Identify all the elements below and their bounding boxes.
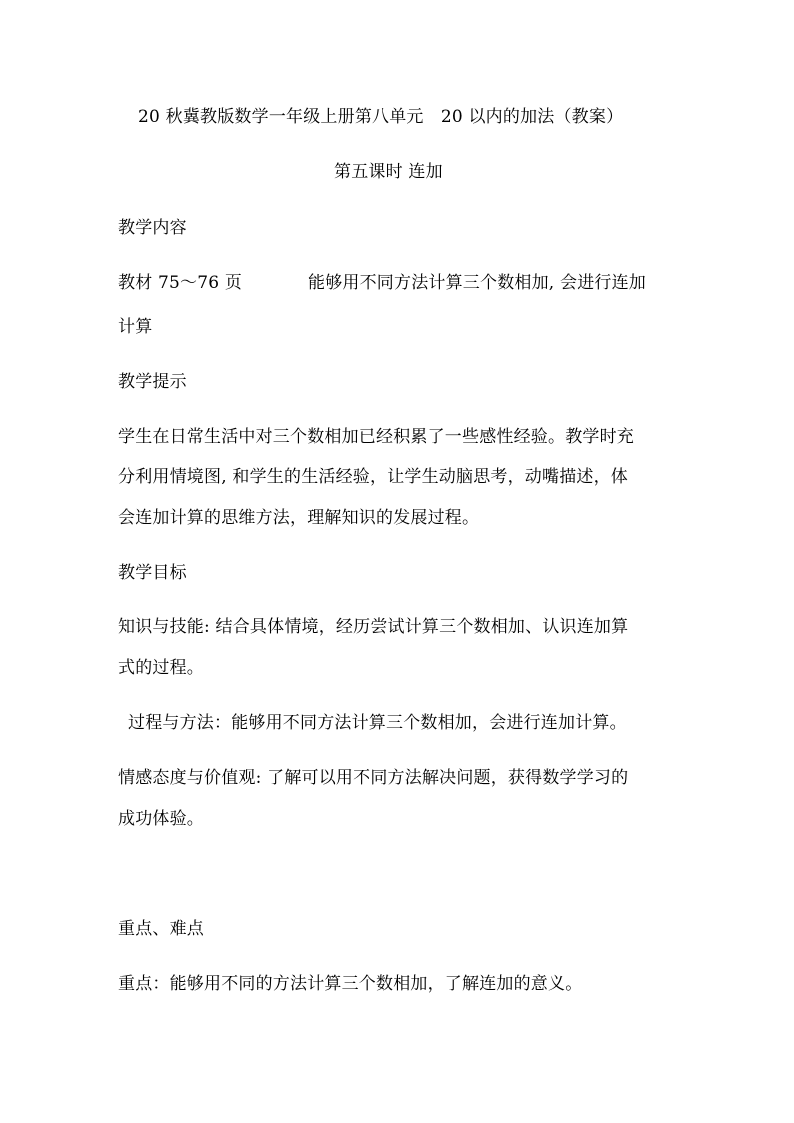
content-text-line-1: 能够用不同方法计算三个数相加, 会进行连加	[308, 273, 647, 293]
goal-emotion-line-1: 情感态度与价值观: 了解可以用不同方法解决问题，获得数学学习的	[118, 768, 629, 788]
content-pages: 教材 75～76 页	[118, 273, 243, 293]
hint-heading: 教学提示	[118, 372, 187, 392]
content-heading: 教学内容	[118, 218, 187, 238]
goal-heading: 教学目标	[118, 563, 187, 583]
goal-process-line: 过程与方法：能够用不同方法计算三个数相加，会进行连加计算。	[128, 713, 627, 733]
hint-text-line-2: 分利用情境图, 和学生的生活经验，让学生动脑思考，动嘴描述，体	[118, 467, 629, 487]
key-text-line: 重点：能够用不同的方法计算三个数相加，了解连加的意义。	[118, 974, 583, 994]
key-heading: 重点、难点	[118, 919, 204, 939]
lesson-subtitle: 第五课时 连加	[334, 162, 443, 182]
content-text-line-2: 计算	[118, 317, 153, 337]
goal-knowledge-line-2: 式的过程。	[118, 658, 204, 678]
goal-emotion-line-2: 成功体验。	[118, 809, 204, 829]
document-title: 20 秋冀教版数学一年级上册第八单元 20 以内的加法（教案）	[138, 107, 624, 127]
goal-knowledge-line-1: 知识与技能: 结合具体情境，经历尝试计算三个数相加、认识连加算	[118, 617, 629, 637]
hint-text-line-3: 会连加计算的思维方法，理解知识的发展过程。	[118, 508, 480, 528]
hint-text-line-1: 学生在日常生活中对三个数相加已经积累了一些感性经验。教学时充	[118, 427, 634, 447]
